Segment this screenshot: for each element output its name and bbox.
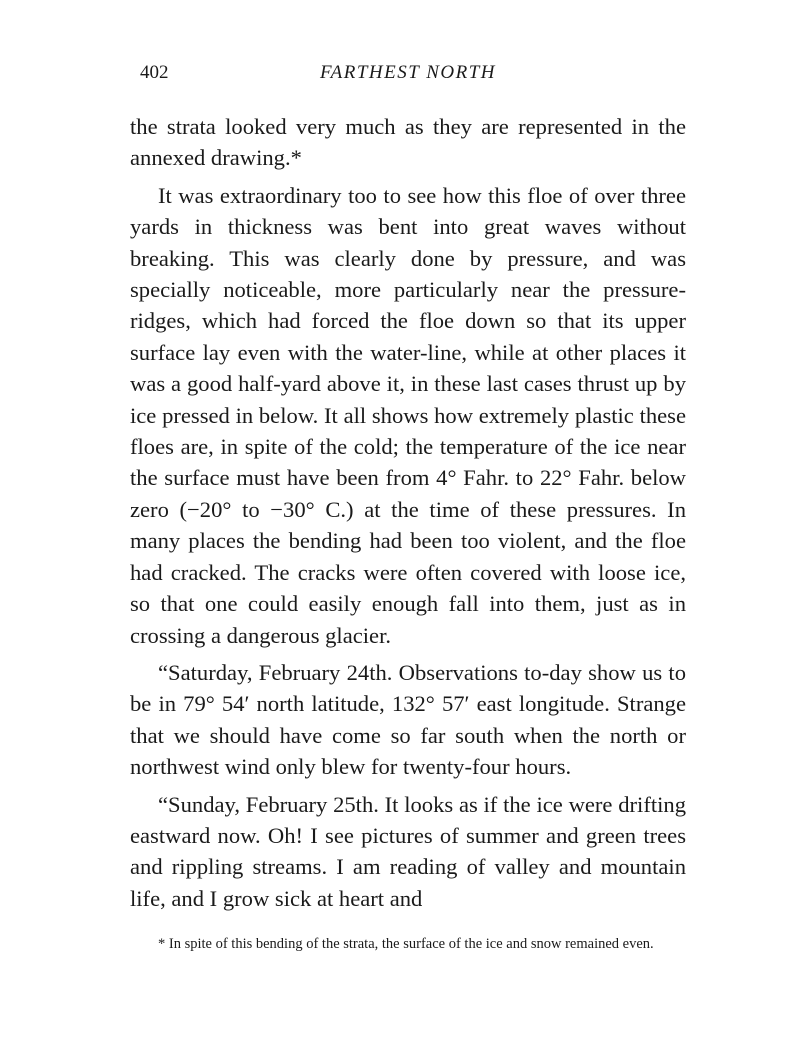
page-header	[130, 62, 686, 86]
paragraph-continuation: the strata looked very much as they are represented in the annexed drawing.*	[130, 114, 686, 171]
diary-entry-february-25: “Sunday, February 25th. It looks as if the ice were drifting eastward now. Oh! I see pictures of summer and green trees and rippling streams. I am reading of valley and mountain life, and I grow sick at heart and	[130, 791, 686, 911]
page-number: 402	[140, 62, 169, 83]
body-text	[130, 111, 686, 914]
running-title: FARTHEST NORTH	[319, 62, 497, 83]
diary-entry-february-24: “Saturday, February 24th. Observations to-day show us to be in 79° 54′ north latitude, 132° 57′ east longitude. Strange that we should have come so far south when the north or northwest wind only blew for twenty-four hours.	[130, 659, 686, 780]
footnote: * In spite of this bending of the strata, the surface of the ice and snow remained even.	[158, 936, 654, 952]
footnote-area	[132, 935, 688, 953]
paragraph: It was extraordinary too to see how this floe of over three yards in thickness was bent into great waves without breaking. This was clearly done by pressure, and was specially noticeable, more particularly near the pressure-ridges, which had forced the floe down so that its upper surface lay even with the water-line, while at other places it was a good half-yard above it, in these last cases thrust up by ice pressed in below. It all shows how extremely plastic these floes are, in spite of the cold; the temperature of the ice near the surface must have been from 4° Fahr. to 22° Fahr. below zero (−20° to −30° C.) at the time of these pressures. In many places the bending had been too violent, and the floe had cracked. The cracks were often covered with loose ice, so that one could easily enough fall into them, just as in crossing a dangerous glacier.	[130, 182, 686, 648]
